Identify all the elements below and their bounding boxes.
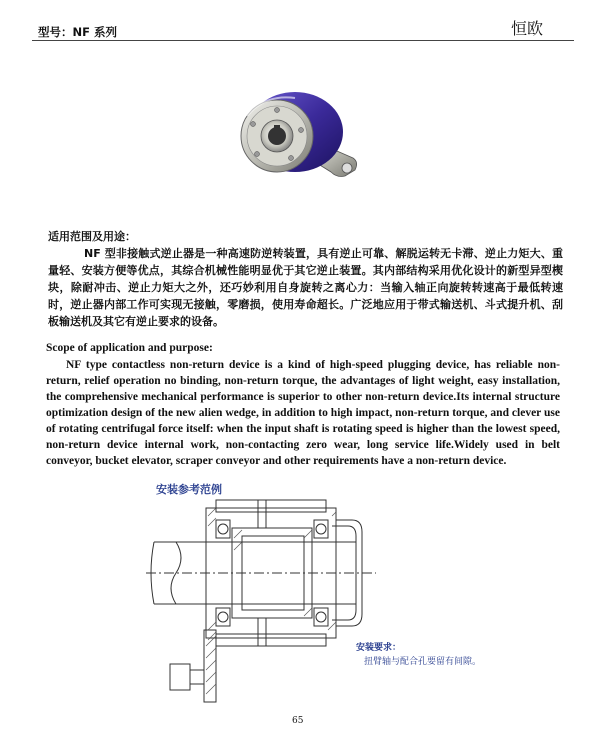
requirements-heading: 安装要求： xyxy=(356,643,402,653)
diagram-title: 安装参考范例 xyxy=(156,483,222,496)
requirements-text: 扭臂轴与配合孔要留有间隙。 xyxy=(364,657,482,667)
en-paragraph: NF type contactless non-return device is a kind of high-speed plugging device, has reliable non-return, relief operation no binding, non-return torque, the advantages of light weight, easy installation, the comprehensive mechanical performance is superior to other non-return device.Its internal structure optimization design of the new alien wedge, in addition to high impact, non-return torque, and clever use of rotating centrifugal force itself: when the input shaft is rotating speed is higher than the lowest speed, non-return device internal work, non-contacting zero wear, long service life.Widely used in belt conveyor, bucket elevator, scraper conveyor and other requirements have a non-return device. xyxy=(46,359,560,467)
english-description xyxy=(46,340,560,469)
installation-diagram xyxy=(146,480,526,710)
model-label: 型号：NF 系列 xyxy=(38,25,117,39)
chinese-description xyxy=(48,228,563,330)
cn-heading: 适用范围及用途： xyxy=(48,230,136,243)
cn-paragraph: NF 型非接触式逆止器是一种高速防逆转装置，具有逆止可靠、解脱运转无卡滞、逆止力矩大、重量轻、安装方便等优点，其综合机械性能明显优于其它逆止装置。其内部结构采用优化设计的新型异型楔块，除耐冲击、逆止力矩大之外，还巧妙利用自身旋转之离心力：当输入轴正向旋转转速高于最低转速时，逆止器内部工作可实现无接触，零磨损，使用寿命超长。广泛地应用于带式输送机、斗式提升机、刮板输送机及其它有逆止要求的设备。 xyxy=(48,247,563,328)
en-heading: Scope of application and purpose: xyxy=(46,342,213,354)
header-divider xyxy=(32,40,574,41)
brand-name: 恒欧 xyxy=(511,19,544,38)
page-number: 65 xyxy=(292,716,304,726)
product-photo xyxy=(225,80,365,185)
